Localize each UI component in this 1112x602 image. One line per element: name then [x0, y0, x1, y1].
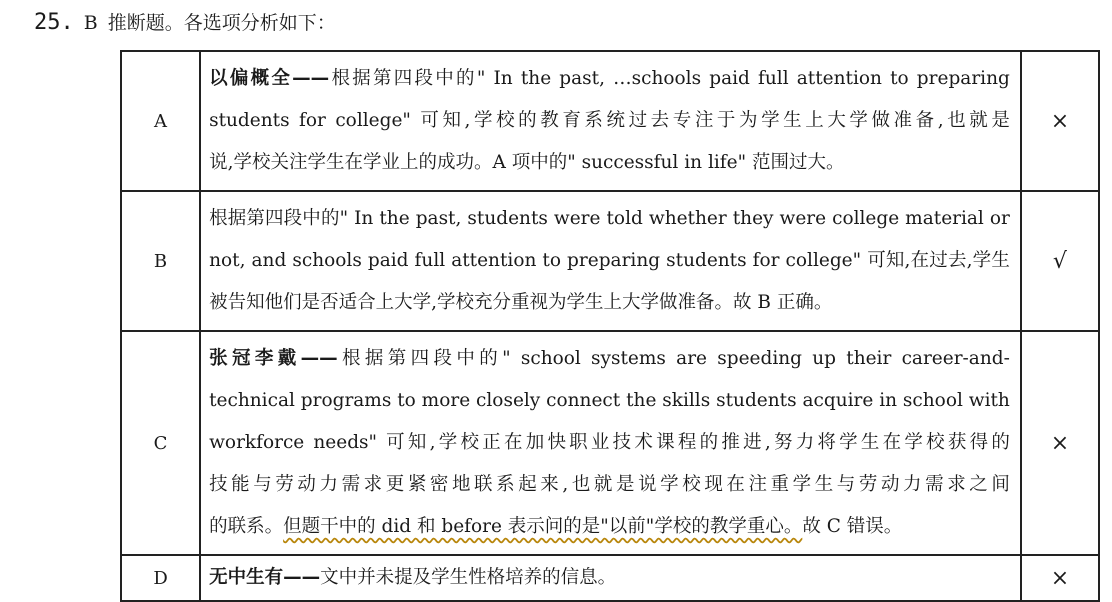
error-type: 张冠李戴—— — [209, 348, 338, 369]
text-line: 根据第四段中的" school systems are speeding up their career-and- — [337, 348, 1010, 369]
option-label: D — [121, 555, 200, 601]
question-number: 25. — [34, 10, 74, 35]
text-line: technical programs to more closely connect the skills students acquire in school with — [209, 390, 1010, 411]
analysis-table — [120, 50, 1100, 602]
analysis-text — [200, 191, 1021, 331]
heading-text: 推断题。各选项分析如下： — [107, 12, 336, 34]
analysis-text — [200, 555, 1021, 601]
table-row-b — [121, 191, 1099, 331]
text-line — [209, 506, 1010, 548]
question-heading — [34, 8, 336, 35]
text-segment: 故 C 错误。 — [802, 516, 903, 537]
correct-mark: √ — [1021, 191, 1099, 331]
wrong-mark: × — [1021, 51, 1099, 191]
text-line: students for college" 可知,学校的教育系统过去专注于为学生上大学做准备,也就是 — [209, 110, 1010, 131]
table-row-d — [121, 555, 1099, 601]
table-row-c — [121, 331, 1099, 555]
text-line: not, and schools paid full attention to preparing students for college" 可知,在过去,学生 — [209, 250, 1010, 271]
text-line: 被告知他们是否适合上大学,学校充分重视为学生上大学做准备。故 B 正确。 — [209, 292, 833, 313]
wrong-mark: × — [1021, 331, 1099, 555]
option-label: B — [121, 191, 200, 331]
text-line: 根据第四段中的" In the past, students were told whether they were college material or — [209, 208, 1010, 229]
option-label: A — [121, 51, 200, 191]
text-line: 文中并未提及学生性格培养的信息。 — [320, 567, 617, 588]
text-line: workforce needs" 可知,学校正在加快职业技术课程的推进,努力将学生在学校获得的 — [209, 432, 1010, 453]
underlined-text: 但题干中的 did 和 before 表示问的是"以前"学校的教学重心。 — [283, 516, 803, 537]
text-segment: 的联系。 — [209, 516, 284, 537]
wrong-mark: × — [1021, 555, 1099, 601]
answer-letter: B — [83, 12, 98, 34]
error-type: 以偏概全—— — [209, 68, 330, 89]
text-line: 说,学校关注学生在学业上的成功。A 项中的" successful in life" 范围过大。 — [209, 152, 845, 173]
text-line: 根据第四段中的" In the past, …schools paid full attention to preparing — [329, 68, 1010, 89]
text-line: 技能与劳动力需求更紧密地联系起来,也就是说学校现在注重学生与劳动力需求之间 — [209, 474, 1010, 495]
table-row-a — [121, 51, 1099, 191]
analysis-text — [200, 51, 1021, 191]
option-label: C — [121, 331, 200, 555]
error-type: 无中生有—— — [209, 567, 321, 588]
analysis-text — [200, 331, 1021, 555]
